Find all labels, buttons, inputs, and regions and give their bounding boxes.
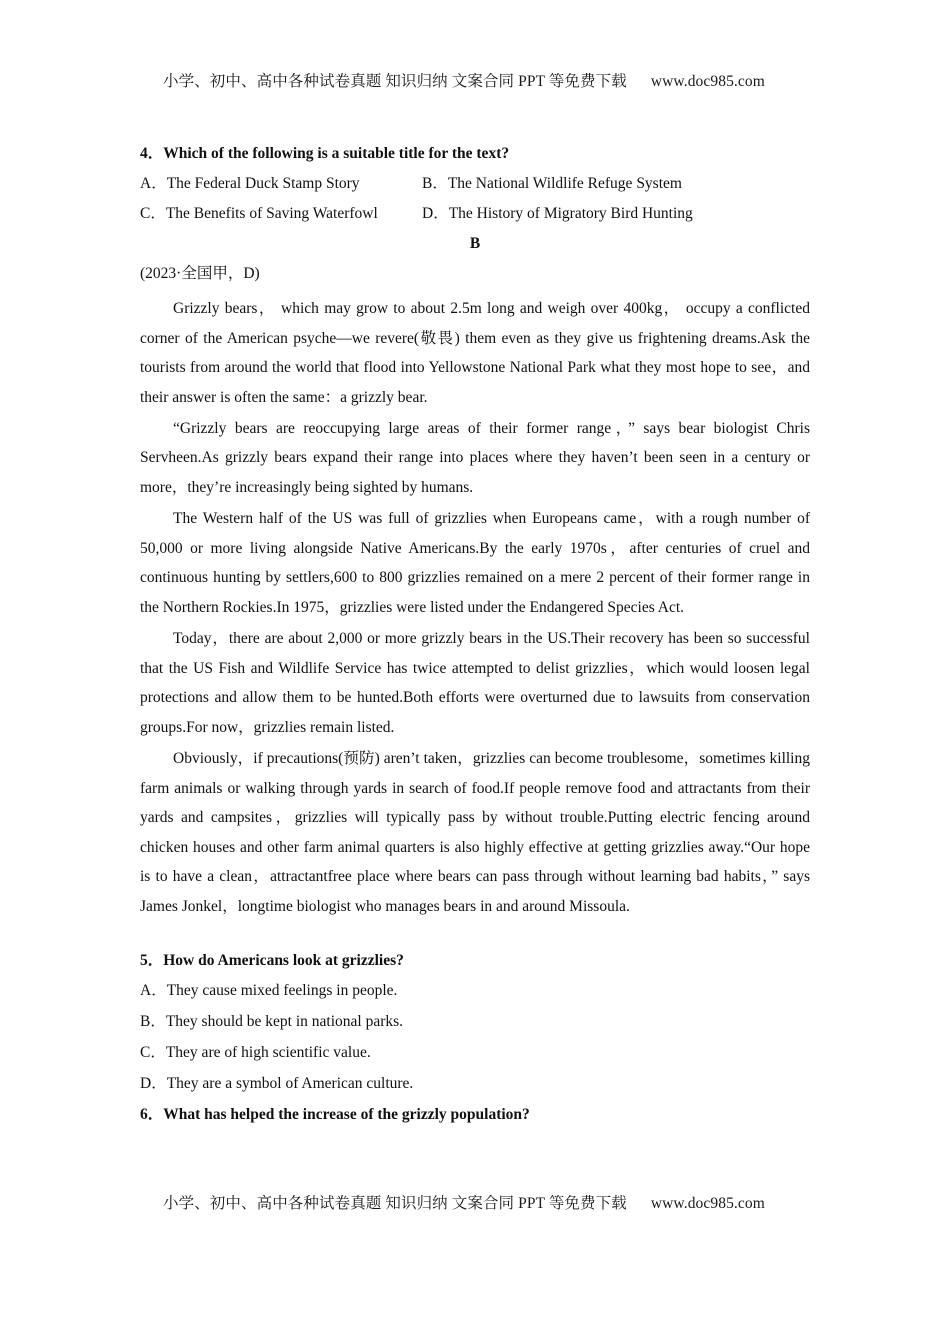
section-label: B	[469, 235, 481, 252]
question-5-option-b: B．They should be kept in national parks.	[140, 1012, 404, 1030]
question-5-option-c: C．They are of high scientific value.	[140, 1043, 371, 1061]
footer-text: 小学、初中、高中各种试卷真题 知识归纳 文案合同 PPT 等免费下载	[163, 1195, 627, 1212]
question-5-option-d: D．They are a symbol of American culture.	[140, 1074, 414, 1092]
footer-url: www.doc985.com	[650, 1195, 765, 1212]
page-header	[163, 69, 765, 91]
question-4-option-b: B．The National Wildlife Refuge System	[422, 175, 682, 192]
question-4-stem: 4．Which of the following is a suitable title for the text?	[140, 145, 510, 162]
question-4-option-c: C．The Benefits of Saving Waterfowl	[140, 205, 378, 222]
question-4-option-d: D．The History of Migratory Bird Hunting	[422, 205, 693, 222]
document-body	[140, 144, 810, 1135]
question-4-options-row-2	[140, 204, 810, 234]
passage-source: (2023·全国甲，D)	[140, 265, 260, 282]
question-5-stem: 5．How do Americans look at grizzlies?	[140, 951, 404, 969]
spacer	[140, 923, 810, 951]
question-5-option-a: A．They cause mixed feelings in people.	[140, 981, 398, 999]
page-footer	[163, 1191, 765, 1213]
passage-paragraph-2: “Grizzly bears are reoccupying large areas of their former range，” says bear biologist Chris Servheen.As grizzly bears expand their range into places where they haven’t been seen in a century or more，they’re increasingly being sighted by humans.	[140, 419, 810, 497]
passage-paragraph-3: The Western half of the US was full of grizzlies when Europeans came，with a rough number of 50,000 or more living alongside Native Americans.By the early 1970s，after centuries of cruel and continuous hunting by settlers,600 to 800 grizzlies remained on a mere 2 percent of their former range in the Northern Rockies.In 1975，grizzlies were listed under the Endangered Species Act.	[140, 510, 810, 616]
passage-paragraph-5: Obviously，if precautions(预防) aren’t taken，grizzlies can become troublesome，sometimes killing farm animals or walking through yards in search of food.If people remove food and attractants from their yards and campsites，grizzlies will typically pass by without trouble.Putting electric fencing around chicken houses and other farm animal quarters is also highly effective at getting grizzlies away.“Our hope is to have a clean，attractantfree place where bears can pass through without learning bad habits，” says James Jonkel，longtime biologist who manages bears in and around Missoula.	[140, 749, 810, 915]
header-url: www.doc985.com	[650, 73, 765, 90]
question-6-stem: 6．What has helped the increase of the grizzly population?	[140, 1105, 530, 1123]
header-text: 小学、初中、高中各种试卷真题 知识归纳 文案合同 PPT 等免费下载	[163, 73, 627, 90]
question-4-options-row-1	[140, 174, 810, 204]
question-4-option-a: A．The Federal Duck Stamp Story	[140, 175, 360, 192]
passage-paragraph-4: Today，there are about 2,000 or more grizzly bears in the US.Their recovery has been so successful that the US Fish and Wildlife Service has twice attempted to delist grizzlies，which would loosen legal protections and allow them to be hunted.Both efforts were overturned due to lawsuits from conservation groups.For now，grizzlies remain listed.	[140, 630, 810, 736]
passage-paragraph-1: Grizzly bears， which may grow to about 2.5m long and weigh over 400kg， occupy a conflicted corner of the American psyche—we revere(敬畏) them even as they give us frightening dreams.Ask the tourists from around the world that flood into Yellowstone National Park what they most hope to see，and their answer is often the same：a grizzly bear.	[140, 300, 810, 406]
